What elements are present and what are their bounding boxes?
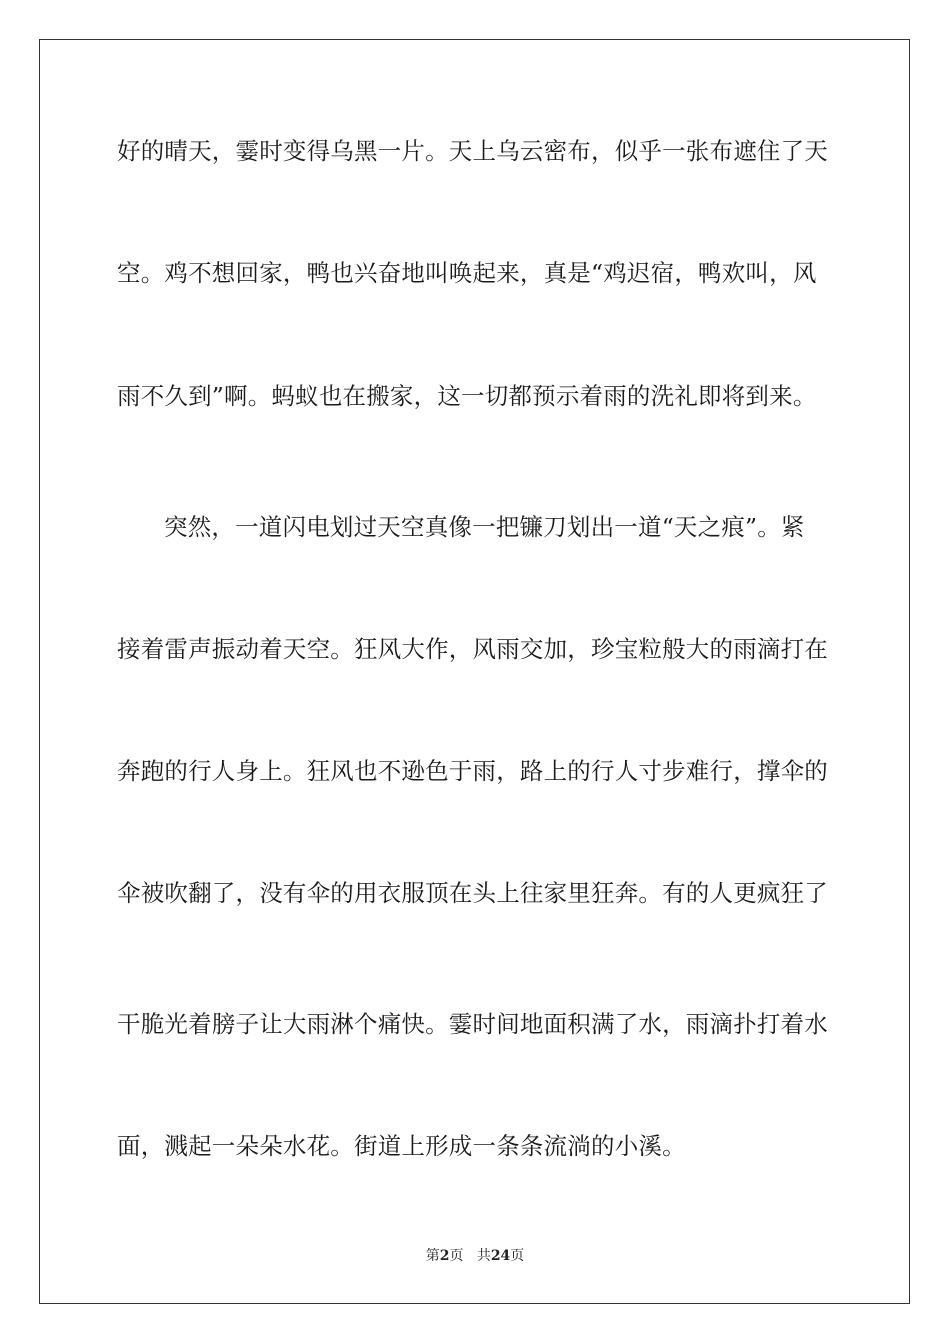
page-border [39, 39, 910, 1304]
page-suffix: 页 [449, 1248, 464, 1264]
text-line-5: 接着雷声振动着天空。狂风大作，风雨交加，珍宝粒般大的雨滴打在 [117, 635, 828, 663]
page-footer [0, 1247, 950, 1265]
total-prefix: 共 [476, 1248, 491, 1264]
text-line-8: 干脆光着膀子让大雨淋个痛快。霎时间地面积满了水，雨滴扑打着水 [117, 1010, 828, 1038]
text-line-7: 伞被吹翻了，没有伞的用衣服顶在头上往家里狂奔。有的人更疯狂了 [117, 879, 828, 907]
text-line-1: 好的晴天，霎时变得乌黑一片。天上乌云密布，似乎一张布遮住了天 [117, 137, 828, 165]
text-line-3: 雨不久到”啊。蚂蚁也在搬家，这一切都预示着雨的洗礼即将到来。 [117, 382, 817, 410]
text-line-4-paragraph-start: 突然，一道闪电划过天空真像一把镰刀划出一道“天之痕”。紧 [164, 513, 805, 541]
page-number: 2 [439, 1248, 450, 1264]
page-prefix: 第 [425, 1248, 440, 1264]
total-pages: 24 [490, 1248, 511, 1264]
text-line-9: 面，溅起一朵朵水花。街道上形成一条条流淌的小溪。 [117, 1132, 686, 1160]
text-line-2: 空。鸡不想回家，鸭也兴奋地叫唤起来，真是“鸡迟宿，鸭欢叫，风 [117, 259, 817, 287]
total-suffix: 页 [510, 1248, 525, 1264]
text-line-6: 奔跑的行人身上。狂风也不逊色于雨，路上的行人寸步难行，撑伞的 [117, 757, 828, 785]
